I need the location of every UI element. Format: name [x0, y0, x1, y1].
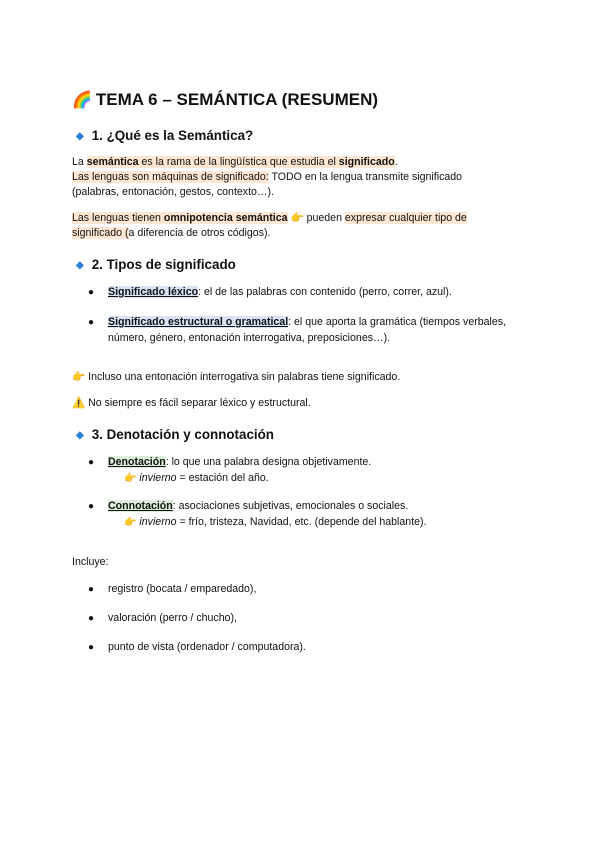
section-heading-2: ◆ 2. Tipos de significado — [76, 257, 236, 272]
list-item: ● valoración (perro / chucho), — [88, 611, 538, 627]
bullet-icon: ● — [88, 317, 95, 328]
pointing-hand-icon: 👉 — [124, 516, 137, 528]
includes-label: Incluye: — [72, 556, 109, 568]
example-line: 👉 invierno = estación del año. — [124, 471, 269, 484]
list-item: ● Significado estructural o gramatical: el que aporta la gramática (tiempos verbales, número, género, entonación interrogativa, preposiciones…). — [88, 316, 507, 344]
example-line: 👉 invierno = frío, tristeza, Navidad, etc. (depende del hablante). — [124, 515, 427, 528]
paragraph-definition: La semántica es la rama de la lingüística que estudia el significado. — [72, 156, 398, 168]
bullet-icon: ● — [88, 501, 95, 512]
bullet-icon: ● — [88, 287, 95, 298]
list-item: ● Connotación: asociaciones subjetivas, emocionales o sociales. 👉 invierno = frío, tristeza, Navidad, etc. (depende del hablante). — [88, 499, 538, 530]
paragraph-machines-cont: (palabras, entonación, gestos, contexto…). — [72, 186, 274, 198]
note-interrogative: 👉 Incluso una entonación interrogativa sin palabras tiene significado. — [72, 371, 401, 383]
bullet-icon: ● — [88, 642, 95, 653]
section-heading-1: ◆ 1. ¿Qué es la Semántica? — [76, 128, 254, 143]
bullet-icon: ● — [88, 457, 95, 468]
list-item: ● Significado léxico: el de las palabras con contenido (perro, correr, azul). — [88, 285, 538, 301]
list-item: ● registro (bocata / emparedado), — [88, 582, 538, 598]
bullet-icon: ● — [88, 584, 95, 595]
paragraph-omnipotence: Las lenguas tienen omnipotencia semántica 👉 pueden expresar cualquier tipo de — [72, 212, 467, 224]
diamond-icon: ◆ — [76, 260, 84, 271]
diamond-icon: ◆ — [76, 430, 84, 441]
note-warning: ⚠️ No siempre es fácil separar léxico y estructural. — [72, 397, 311, 409]
section-heading-3: ◆ 3. Denotación y connotación — [76, 427, 274, 442]
paragraph-machines: Las lenguas son máquinas de significado: TODO en la lengua transmite significado — [72, 171, 463, 183]
rainbow-icon: 🌈 — [72, 92, 92, 109]
diamond-icon: ◆ — [76, 131, 84, 142]
page-title: 🌈 TEMA 6 – SEMÁNTICA (RESUMEN) — [72, 90, 379, 109]
bullet-icon: ● — [88, 613, 95, 624]
list-item: ● punto de vista (ordenador / computadora). — [88, 640, 538, 656]
pointing-hand-icon: 👉 — [124, 472, 137, 484]
list-item: ● Denotación: lo que una palabra designa objetivamente. 👉 invierno = estación del año. — [88, 455, 538, 486]
paragraph-omnipotence-cont: significado (a diferencia de otros códigos). — [72, 227, 271, 239]
